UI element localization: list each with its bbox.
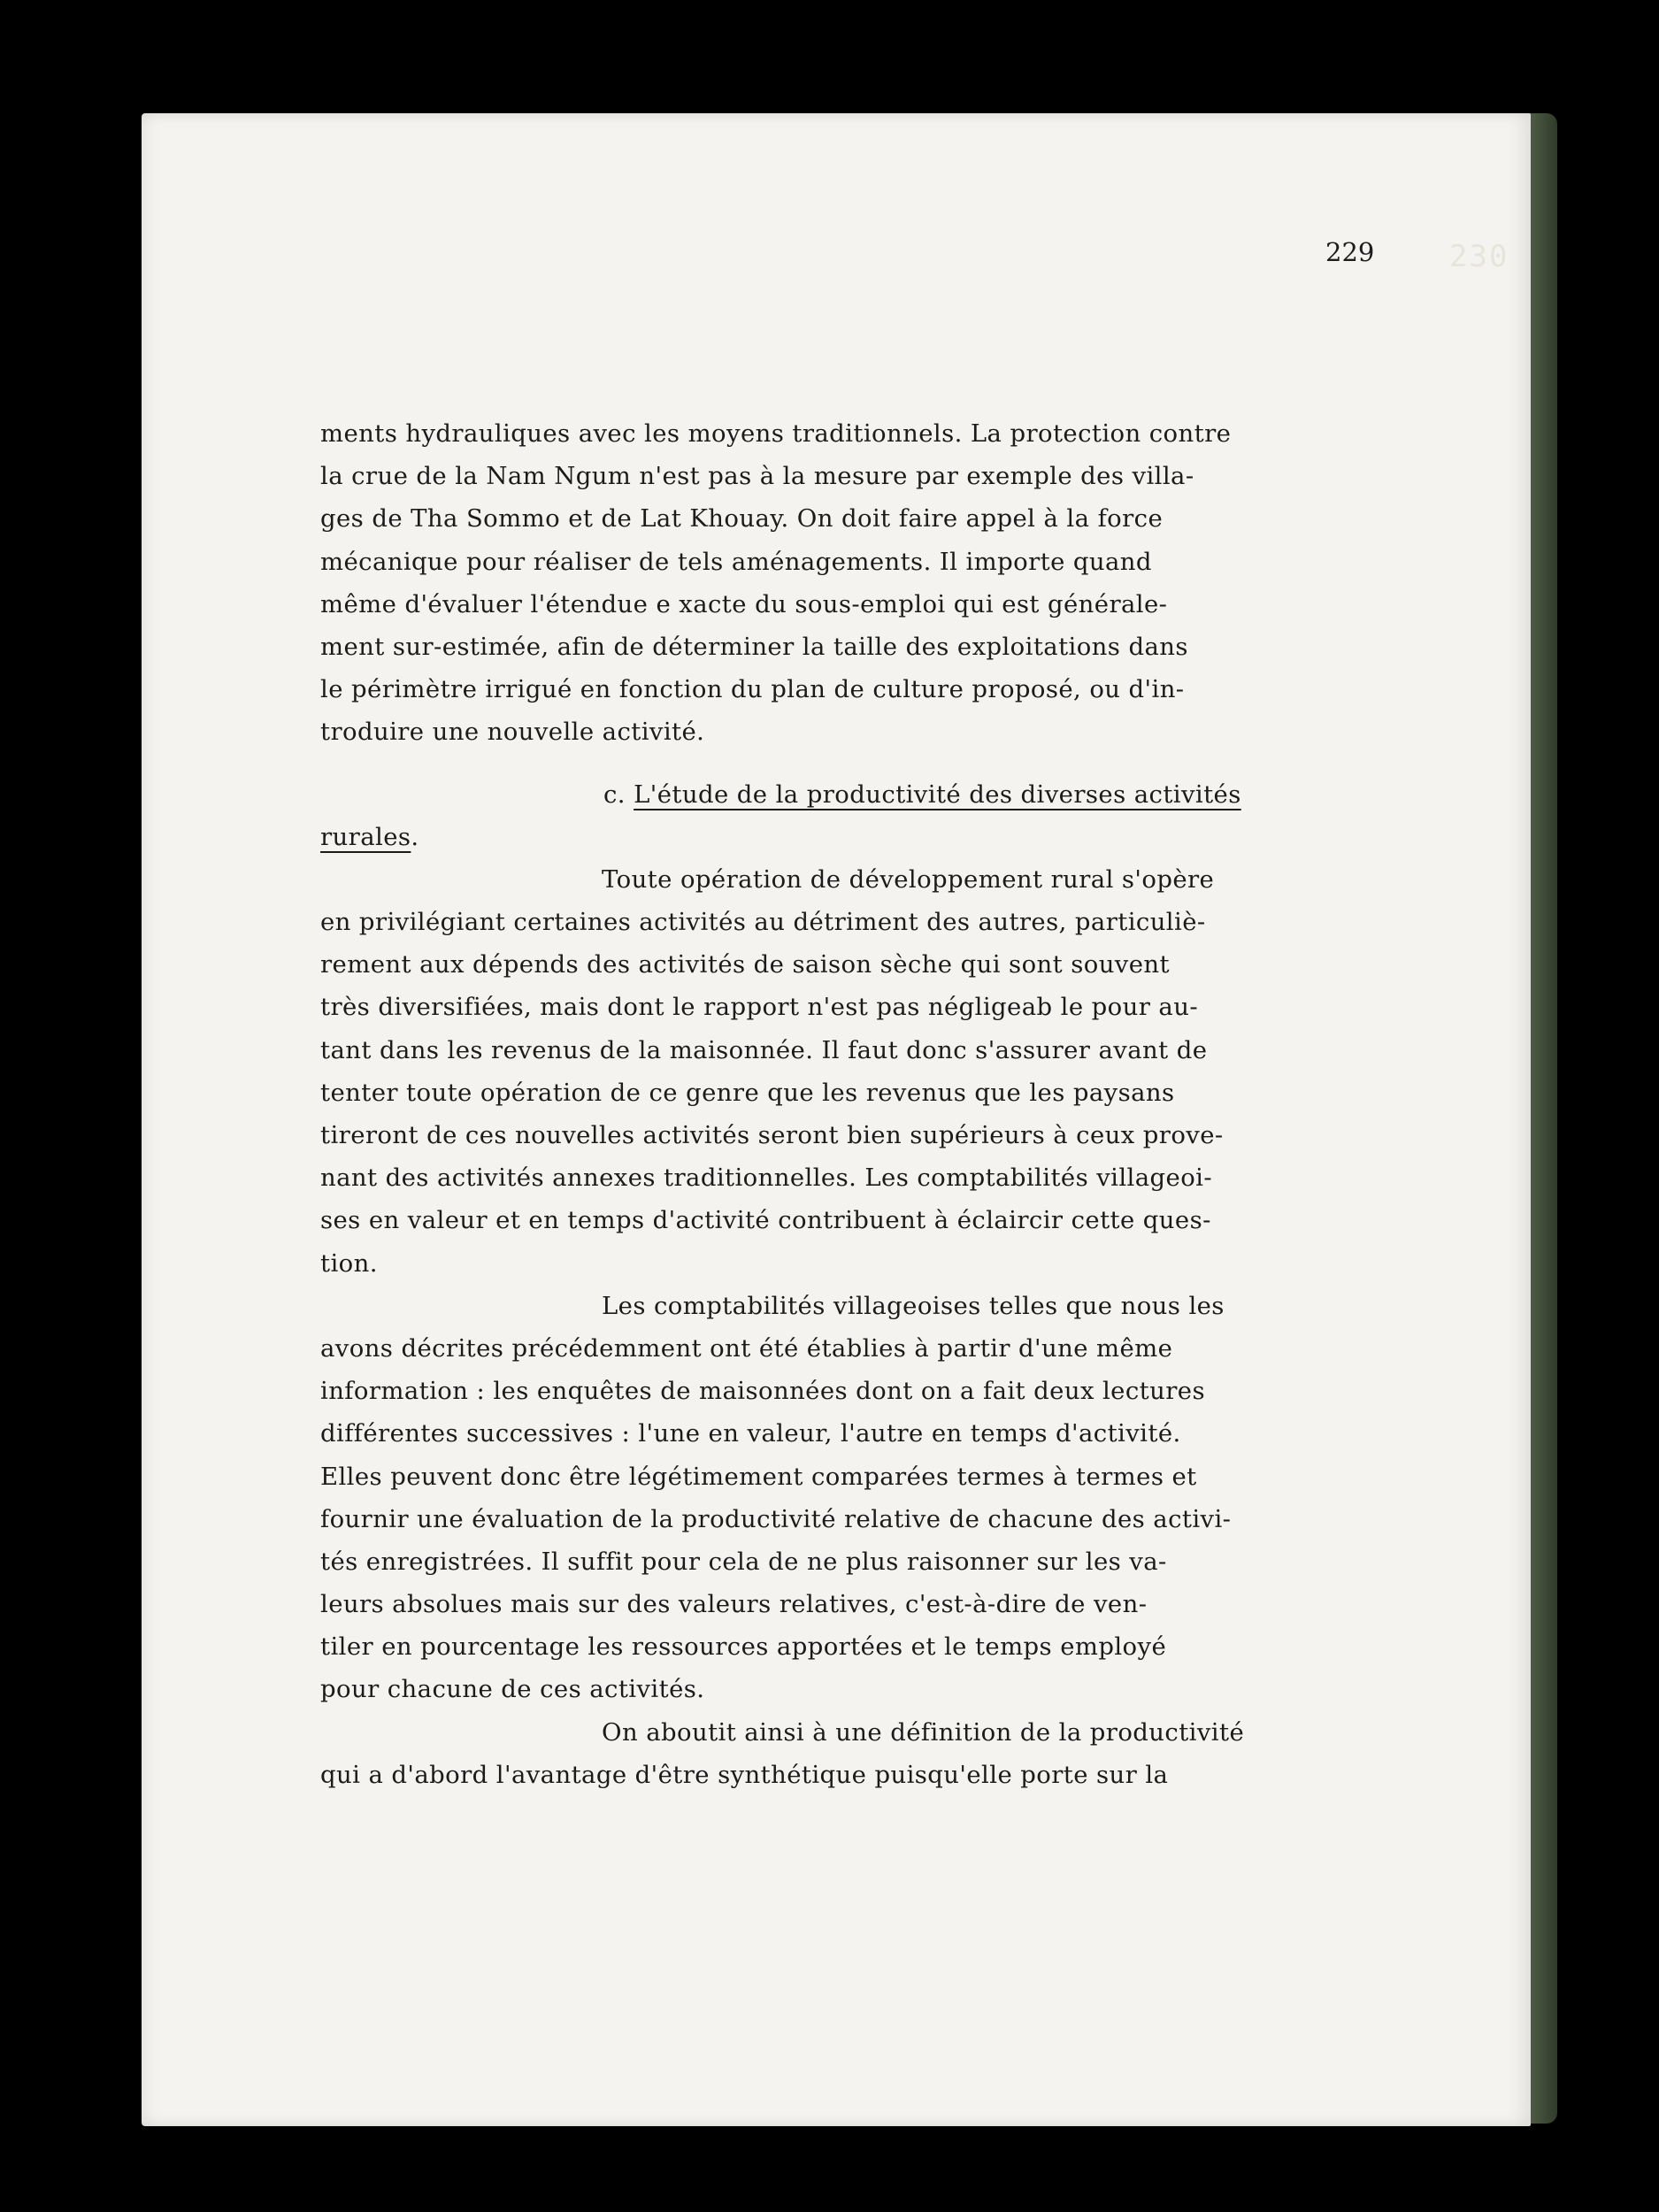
- text-line: pour chacune de ces activités.: [320, 1675, 705, 1704]
- text-line: fournir une évaluation de la productivité relative de chacune des activi-: [320, 1504, 1232, 1533]
- section-heading-line: [320, 773, 1382, 816]
- text-line: même d'évaluer l'étendue e xacte du sous-emploi qui est générale-: [320, 589, 1168, 618]
- text-line: tés enregistrées. Il suffit pour cela de ne plus raisonner sur les va-: [320, 1547, 1167, 1576]
- text-line: On aboutit ainsi à une définition de la productivité: [602, 1717, 1245, 1747]
- text-line: mécanique pour réaliser de tels aménagements. Il importe quand: [320, 547, 1152, 576]
- text-line: qui a d'abord l'avantage d'être synthétique puisqu'elle porte sur la: [320, 1760, 1169, 1789]
- section-heading: [320, 773, 1382, 858]
- paragraph-gap: [320, 754, 1382, 773]
- text-line: Toute opération de développement rural s'opère: [602, 864, 1215, 894]
- text-line: leurs absolues mais sur des valeurs relatives, c'est-à-dire de ven-: [320, 1590, 1148, 1619]
- text-line: Elles peuvent donc être légétimement comparées termes à termes et: [320, 1462, 1197, 1491]
- paragraph: [320, 1285, 1382, 1711]
- bleed-through-page-number: 230: [1449, 239, 1509, 274]
- text-line: Les comptabilités villageoises telles que nous les: [602, 1291, 1225, 1320]
- paragraph: [320, 1711, 1382, 1796]
- text-line: ges de Tha Sommo et de Lat Khouay. On doit faire appel à la force: [320, 504, 1164, 534]
- paragraph-continuation: [320, 412, 1382, 754]
- text-line: ments hydrauliques avec les moyens traditionnels. La protection contre: [320, 419, 1232, 448]
- text-line: tenter toute opération de ce genre que les revenus que les paysans: [320, 1078, 1175, 1107]
- text-line: troduire une nouvelle activité.: [320, 718, 705, 747]
- text-line: rement aux dépends des activités de saison sèche qui sont souvent: [320, 950, 1170, 979]
- paragraph: [320, 858, 1382, 1285]
- section-title-period: .: [411, 822, 419, 851]
- body-text: [320, 412, 1382, 1796]
- document-page: [142, 113, 1531, 2126]
- text-line: très diversifiées, mais dont le rapport n'est pas négligeab le pour au-: [320, 993, 1199, 1022]
- text-line: nant des activités annexes traditionnelles. Les comptabilités villageoi-: [320, 1164, 1213, 1193]
- section-title-part1: L'étude de la productivité des diverses activités: [634, 780, 1241, 809]
- text-line: ses en valeur et en temps d'activité contribuent à éclaircir cette ques-: [320, 1206, 1211, 1235]
- section-heading-line: [320, 816, 1382, 858]
- text-line: en privilégiant certaines activités au détriment des autres, particuliè-: [320, 908, 1206, 937]
- text-line: tion.: [320, 1248, 378, 1278]
- text-line: tiler en pourcentage les ressources apportées et le temps employé: [320, 1632, 1167, 1662]
- text-line: le périmètre irrigué en fonction du plan de culture proposé, ou d'in-: [320, 675, 1185, 704]
- section-title-part2: rurales: [320, 822, 411, 851]
- text-line: différentes successives : l'une en valeur, l'autre en temps d'activité.: [320, 1419, 1181, 1448]
- text-line: avons décrites précédemment ont été établies à partir d'une même: [320, 1333, 1173, 1363]
- page-number: 229: [1325, 237, 1375, 267]
- text-line: tireront de ces nouvelles activités seront bien supérieurs à ceux prove-: [320, 1121, 1224, 1149]
- text-line: tant dans les revenus de la maisonnée. Il faut donc s'assurer avant de: [320, 1035, 1208, 1064]
- section-label: c.: [603, 780, 626, 809]
- text-line: ment sur-estimée, afin de déterminer la taille des exploitations dans: [320, 632, 1188, 661]
- text-line: information : les enquêtes de maisonnées dont on a fait deux lectures: [320, 1377, 1205, 1406]
- text-line: la crue de la Nam Ngum n'est pas à la mesure par exemple des villa-: [320, 462, 1194, 491]
